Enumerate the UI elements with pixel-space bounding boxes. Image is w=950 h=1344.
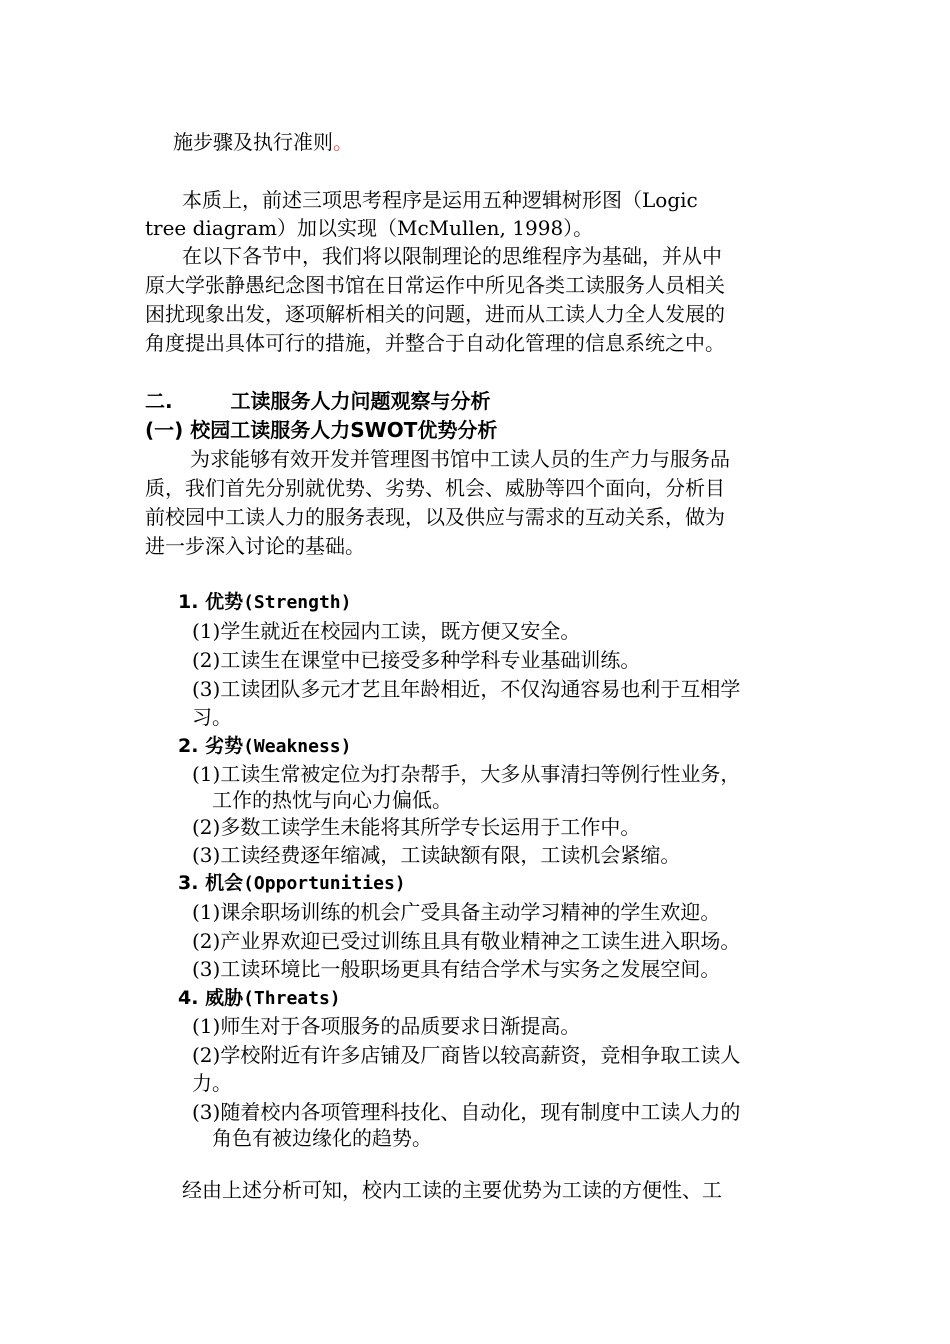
opportunities-number: 3. <box>178 872 199 894</box>
strength-number: 1. <box>178 591 199 613</box>
weakness-zh: 劣势 <box>205 735 244 757</box>
threats-zh: 威胁 <box>205 987 244 1009</box>
opportunities-en: (Opportunities) <box>243 873 406 894</box>
para3-line1: 为求能够有效开发并管理图书馆中工读人员的生产力与服务品 <box>190 447 730 471</box>
para3-line2: 质，我们首先分别就优势、劣势、机会、威胁等四个面向，分析目 <box>145 476 725 500</box>
para2-line1: 在以下各节中，我们将以限制理论的思维程序为基础，并从中 <box>182 244 722 268</box>
strength-en: (Strength) <box>243 592 352 613</box>
threats-item-2b: 力。 <box>192 1071 232 1095</box>
weakness-number: 2. <box>178 735 199 757</box>
closing-line1: 经由上述分析可知，校内工读的主要优势为工读的方便性、工 <box>182 1178 722 1202</box>
section-title: 工读服务人力问题观察与分析 <box>230 389 491 413</box>
para1-line2: tree diagram）加以实现（McMullen, 1998）。 <box>145 216 594 240</box>
swot-threats-title <box>178 984 838 1013</box>
intro-text: 施步骤及执行准则 <box>173 130 333 154</box>
weakness-en: (Weakness) <box>243 736 352 757</box>
weakness-item-1b: 工作的热忱与向心力偏低。 <box>212 788 452 812</box>
para1-line1: 本质上，前述三项思考程序是运用五种逻辑树形图（Logic <box>182 188 698 212</box>
strength-item-2: (2)工读生在课堂中已接受多种学科专业基础训练。 <box>192 648 641 672</box>
opportunities-zh: 机会 <box>205 872 244 894</box>
threats-item-1: (1)师生对于各项服务的品质要求日渐提高。 <box>192 1014 581 1038</box>
intro-red-period: 。 <box>333 130 353 154</box>
para2-line4: 角度提出具体可行的措施，并整合于自动化管理的信息系统之中。 <box>145 331 725 355</box>
section-heading <box>145 387 805 415</box>
strength-item-3b: 习。 <box>192 705 232 729</box>
weakness-item-1a: (1)工读生常被定位为打杂帮手，大多从事清扫等例行性业务， <box>192 762 741 786</box>
opportunities-item-3: (3)工读环境比一般职场更具有结合学术与实务之发展空间。 <box>192 957 721 981</box>
para3-line4: 进一步深入讨论的基础。 <box>145 534 365 558</box>
swot-opportunities-title <box>178 869 838 898</box>
para2-line3: 困扰现象出发，逐项解析相关的问题，进而从工读人力全人发展的 <box>145 302 725 326</box>
subsection-heading: (一) 校园工读服务人力SWOT优势分析 <box>145 418 498 442</box>
strength-item-3a: (3)工读团队多元才艺且年龄相近，不仅沟通容易也利于互相学 <box>192 677 741 701</box>
threats-number: 4. <box>178 987 199 1009</box>
strength-item-1: (1)学生就近在校园内工读，既方便又安全。 <box>192 619 581 643</box>
weakness-item-2: (2)多数工读学生未能将其所学专长运用于工作中。 <box>192 815 641 839</box>
weakness-item-3: (3)工读经费逐年缩减，工读缺额有限，工读机会紧缩。 <box>192 843 681 867</box>
threats-item-3b: 角色有被边缘化的趋势。 <box>212 1126 432 1150</box>
threats-item-3a: (3)随着校内各项管理科技化、自动化，现有制度中工读人力的 <box>192 1100 741 1124</box>
swot-strength-title <box>178 588 838 617</box>
intro-line <box>173 128 833 156</box>
threats-item-2a: (2)学校附近有许多店铺及厂商皆以较高薪资，竞相争取工读人 <box>192 1043 741 1067</box>
opportunities-item-2: (2)产业界欢迎已受过训练且具有敬业精神之工读生进入职场。 <box>192 929 741 953</box>
swot-weakness-title <box>178 732 838 761</box>
threats-en: (Threats) <box>243 988 341 1009</box>
para2-line2: 原大学张静愚纪念图书馆在日常运作中所见各类工读服务人员相关 <box>145 273 725 297</box>
para3-line3: 前校园中工读人力的服务表现，以及供应与需求的互动关系，做为 <box>145 505 725 529</box>
strength-zh: 优势 <box>205 591 244 613</box>
section-number: 二. <box>145 389 173 413</box>
opportunities-item-1: (1)课余职场训练的机会广受具备主动学习精神的学生欢迎。 <box>192 900 721 924</box>
